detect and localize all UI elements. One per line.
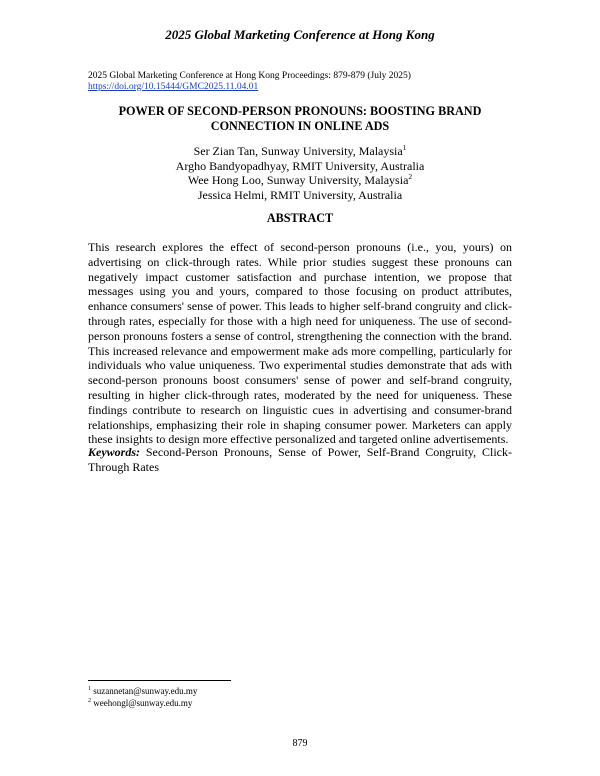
footnote-mark: 2 (88, 697, 91, 704)
footnotes (88, 686, 197, 709)
author-name: Jessica Helmi, RMIT University, Australia (197, 187, 403, 202)
keywords (88, 445, 512, 475)
proceedings-line: 2025 Global Marketing Conference at Hong Kong Proceedings: 879-879 (July 2025) (88, 71, 411, 81)
footnote (88, 698, 197, 710)
paper-title: POWER OF SECOND-PERSON PRONOUNS: BOOSTING BRAND CONNECTION IN ONLINE ADS (118, 104, 482, 133)
keywords-label: Keywords: (88, 445, 140, 459)
running-header: 2025 Global Marketing Conference at Hong Kong (165, 27, 435, 42)
author-footnote-mark: 2 (408, 172, 413, 181)
author-line (88, 173, 512, 188)
footnote-divider (88, 680, 231, 681)
keywords-text: Second-Person Pronouns, Sense of Power, Self-Brand Congruity, Click-Through Rates (88, 445, 512, 474)
author-line (88, 159, 512, 174)
proceedings-info (88, 71, 411, 93)
footnote-mark: 1 (88, 686, 91, 692)
doi-link[interactable]: https://doi.org/10.15444/GMC2025.11.04.01 (88, 82, 259, 92)
author-line (88, 188, 512, 203)
author-name: Argho Bandyopadhyay, RMIT University, Australia (175, 158, 425, 173)
abstract-body: This research explores the effect of second-person pronouns (i.e., you, yours) on advertising on click-through rates. While prior studies suggest these pronouns can negatively impact customer satisfaction and purchase intention, we propose that messages using you and yours, compared to those focusing on product attributes, enhance consumers' sense of power. This leads to higher self-brand congruity and click-through rates, especially for those with a high need for uniqueness. The use of second-person pronouns fosters a sense of control, strengthening the connection with the brand. This increased relevance and empowerment make ads more compelling, particularly for individuals who value uniqueness. Two experimental studies demonstrate that ads with second-person pronouns boost consumers' sense of power and self-brand congruity, resulting in higher click-through rates, moderated by the need for uniqueness. These findings contribute to research on linguistic cues in advertising and consumer-brand relationships, emphasizing their role in shaping consumer power. Marketers can apply these insights to design more effective personalized and targeted online advertisements. (88, 240, 512, 447)
author-list (88, 144, 512, 202)
author-name: Ser Zian Tan, Sunway University, Malaysia (193, 144, 403, 158)
abstract-heading: ABSTRACT (266, 211, 334, 225)
footnote-email: weehongl@sunway.edu.my (93, 697, 193, 708)
footnote (88, 686, 197, 698)
footnote-email: suzannetan@sunway.edu.my (93, 686, 198, 696)
author-footnote-mark: 1 (402, 143, 407, 152)
author-name: Wee Hong Loo, Sunway University, Malaysia (187, 173, 409, 187)
author-line (88, 144, 512, 159)
page-number: 879 (292, 738, 308, 749)
